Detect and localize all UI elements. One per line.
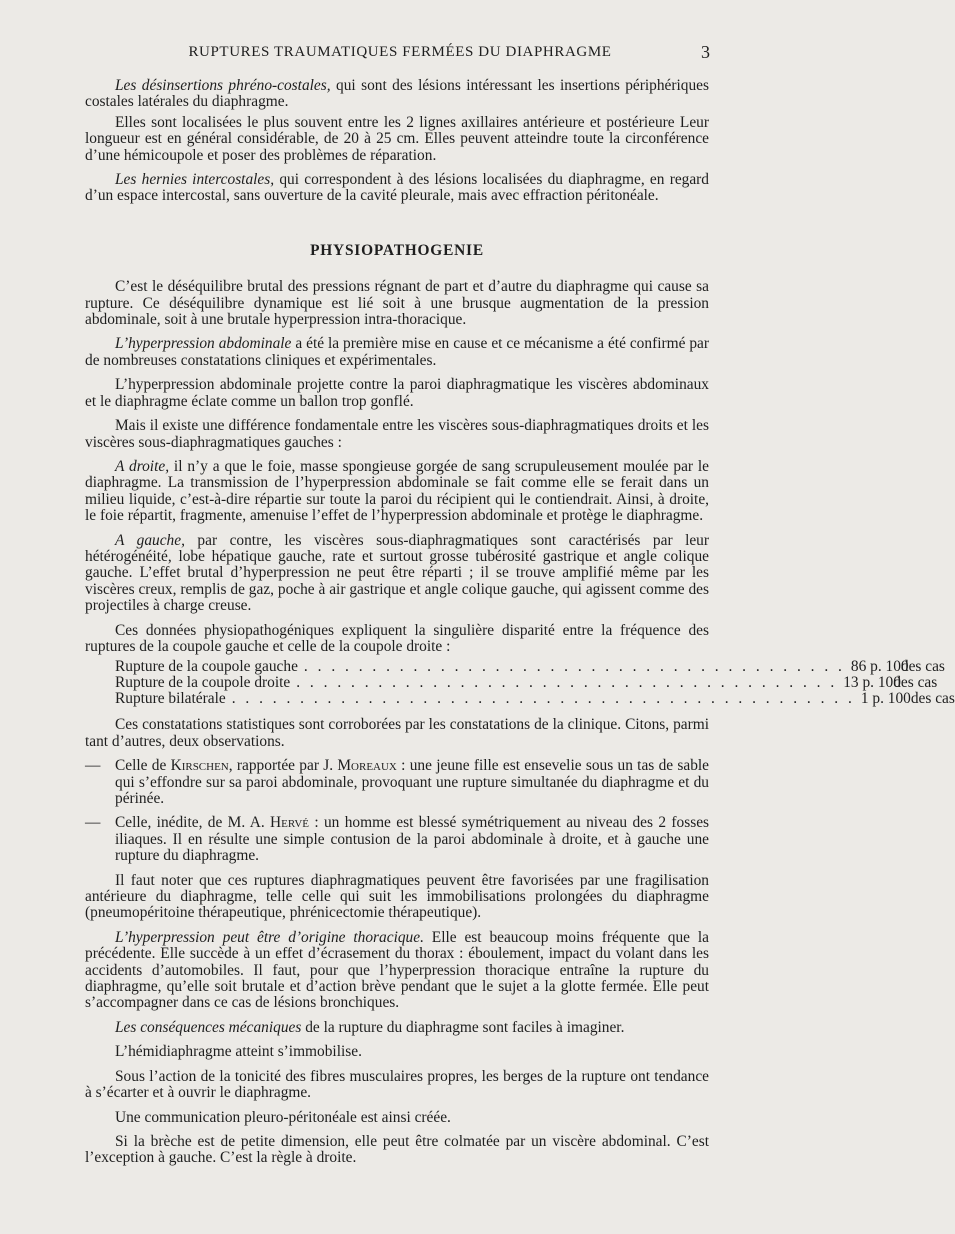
leader-dots: . . . . . . . . . . . . . . . . . . . . . . . . . . . . . . . . . . . . . . . . . . . . . . [231, 690, 855, 708]
stat-row [115, 674, 938, 692]
paragraph-text: a été la première mise en cause et ce mécanisme a été confirmé par de nombreuses constatations cliniques et expérimentales. [85, 335, 710, 369]
stat-unit: des cas [910, 690, 955, 708]
author-name: Hervé [270, 814, 309, 832]
italic-term: L’hyperpression abdominale [115, 335, 292, 353]
paragraph [85, 336, 709, 369]
paragraph: C’est le déséquilibre brutal des pressions régnant de part et d’autre du diaphragme qui cause sa rupture. Ce déséquilibre dynamique est lié soit à une brusque augmentation de la pression abdominale, soit à une brutale hyperpression intra-thoracique. [85, 278, 709, 329]
italic-term: L’hyperpression peut être d’origine thoracique. [115, 928, 424, 946]
paragraph [85, 459, 709, 525]
paragraph [85, 78, 709, 111]
observation-text: , rapportée par J. [228, 757, 338, 775]
stat-row [115, 658, 945, 676]
stat-value: 86 p. 100 [850, 658, 909, 676]
italic-term: Les désinsertions phréno-costales, [115, 77, 331, 94]
leader-dots: . . . . . . . . . . . . . . . . . . . . . . . . . . . . . . . . . . . . . . . . [296, 674, 838, 692]
paragraph-text: qui sont des lésions intéressant les insertions périphériques costales latérales du diaphragme. [85, 77, 709, 111]
paragraph-text: il n’y a que le foie, masse spongieuse gorgée de sang scrupuleusement moulée par le diaphragme. La transmission de l’hyperpression abdominale se fait comme elle se ferait dans un milieu liquide, c’est-à-dire répartie sur toute la paroi du récipient qui le contiendrait. Ainsi, à droite, le foie répartit, fragmente, amenuise l’effet de l’hyperpression abdominale et protège le diaphragme. [85, 457, 710, 525]
paragraph: Ces données physiopathogéniques expliquent la singulière disparité entre la fréquence des ruptures de la coupole gauche et celle de la coupole droite : [85, 621, 709, 655]
stat-label: Rupture de la coupole droite [115, 674, 291, 692]
stat-value: 13 p. 100 [843, 674, 901, 692]
dash-bullet: — [85, 757, 101, 775]
paragraph: Sous l’action de la tonicité des fibres musculaires propres, les berges de la rupture ont tendance à s’écarter et à ouvrir le diaphragme. [85, 1067, 709, 1102]
paragraph: Ces constatations statistiques sont corroborées par les constatations de la clinique. Citons, parmi tant d’autres, deux observations. [85, 716, 709, 750]
italic-term: A droite, [115, 457, 170, 475]
page-body [85, 77, 955, 1175]
paragraph [85, 930, 709, 1012]
page-header [0, 44, 800, 66]
italic-term: Les hernies intercostales, [115, 171, 275, 189]
author-name: Kirschen [170, 757, 229, 775]
stat-label: Rupture de la coupole gauche [115, 658, 298, 676]
paragraph: Mais il existe une différence fondamentale entre les viscères sous-diaphragmatiques droits et les viscères sous-diaphragmatiques gauches : [85, 417, 709, 451]
observation-text: Celle de [115, 757, 171, 775]
observation-text: : un homme est blessé symétriquement au niveau des 2 fosses iliaques. Il en résulte une simple contusion de la paroi abdominale à droite, et à gauche une rupture du diaphragme. [115, 814, 710, 865]
paragraph [85, 1020, 709, 1036]
stat-label: Rupture bilatérale [115, 690, 226, 708]
paragraph: Si la brèche est de petite dimension, elle peut être colmatée par un viscère abdominal. C’est l’exception à gauche. C’est la règle à droite. [85, 1132, 709, 1167]
paragraph-text: par contre, les viscères sous-diaphragmatiques sont caractérisés par leur hétérogénéité, lobe hépatique gauche, rate et surtout grosse tubérosité gastrique et angle colique gauche. L’effet brutal d’hyperpression ne peut être réparti ; il se trouve amplifié même par les viscères creux, remplis de gaz, poche à air gastrique et angle colique gauche, qui agissent comme des projectiles à charge creuse. [85, 531, 709, 615]
dash-bullet: — [85, 814, 101, 832]
paragraph [85, 172, 709, 205]
observation-item [85, 815, 709, 864]
stat-unit: des cas [893, 674, 938, 692]
observation-item [85, 758, 709, 807]
stat-value: 1 p. 100 [860, 690, 911, 708]
paragraph: Il faut noter que ces ruptures diaphragmatiques peuvent être favorisées par une fragilisation antérieure du diaphragme, telle celle qui suit les immobilisations prolongées du diaphragme (pneumopéritoine thérapeutique, phrénicectomie thérapeutique). [85, 871, 709, 922]
paragraph [85, 533, 709, 615]
page-number: 3 [701, 42, 710, 62]
leader-dots: . . . . . . . . . . . . . . . . . . . . . . . . . . . . . . . . . . . . . . . . [303, 658, 845, 676]
paragraph: Une communication pleuro-péritonéale est ainsi créée. [115, 1108, 451, 1126]
italic-term: A gauche, [115, 531, 185, 549]
italic-term: Les conséquences mécaniques [115, 1018, 302, 1036]
author-name: Moreaux [337, 757, 397, 775]
paragraph-text: qui correspondent à des lésions localisées du diaphragme, en regard d’un espace intercostal, sans ouverture de la cavité pleurale, mais avec effraction péritonéale. [85, 171, 710, 205]
section-heading: PHYSIOPATHOGENIE [310, 241, 484, 259]
stat-row [115, 690, 955, 708]
running-title: RUPTURES TRAUMATIQUES FERMÉES DU DIAPHRAGME [188, 44, 612, 60]
paragraph: Elles sont localisées le plus souvent entre les 2 lignes axillaires antérieure et postérieure Leur longueur est en général considérable, de 20 à 25 cm. Elles peuvent atteindre toute la circonférence d’une hémicoupole et poser des problèmes de réparation. [85, 113, 709, 164]
paragraph: L’hémidiaphragme atteint s’immobilise. [115, 1043, 362, 1061]
observation-text: Celle, inédite, de M. A. [115, 814, 271, 832]
observation-text: : une jeune fille est ensevelie sous un tas de sable qui s’effondre sur sa paroi abdominale, provoquant une rupture simultanée du diaphragme et du périnée. [115, 757, 709, 807]
paragraph-text: de la rupture du diaphragme sont faciles à imaginer. [301, 1018, 625, 1036]
stat-unit: des cas [900, 658, 945, 676]
statistics-table [115, 658, 955, 708]
paragraph-text: Elle est beaucoup moins fréquente que la précédente. Elle succède à un effet d’écrasement du thorax : éboulement, impact du volant dans les accidents d’automobiles. Il faut, pour que l’hyperpression thoracique entraîne la rupture du diaphragme, qu’elle soit brutale et d’action brève pendant que le sujet a la glotte fermée. Elle peut s’accompagner dans ce cas de lésions bronchiques. [85, 928, 709, 1012]
paragraph: L’hyperpression abdominale projette contre la paroi diaphragmatique les viscères abdominaux et le diaphragme éclate comme un ballon trop gonflé. [85, 376, 709, 410]
